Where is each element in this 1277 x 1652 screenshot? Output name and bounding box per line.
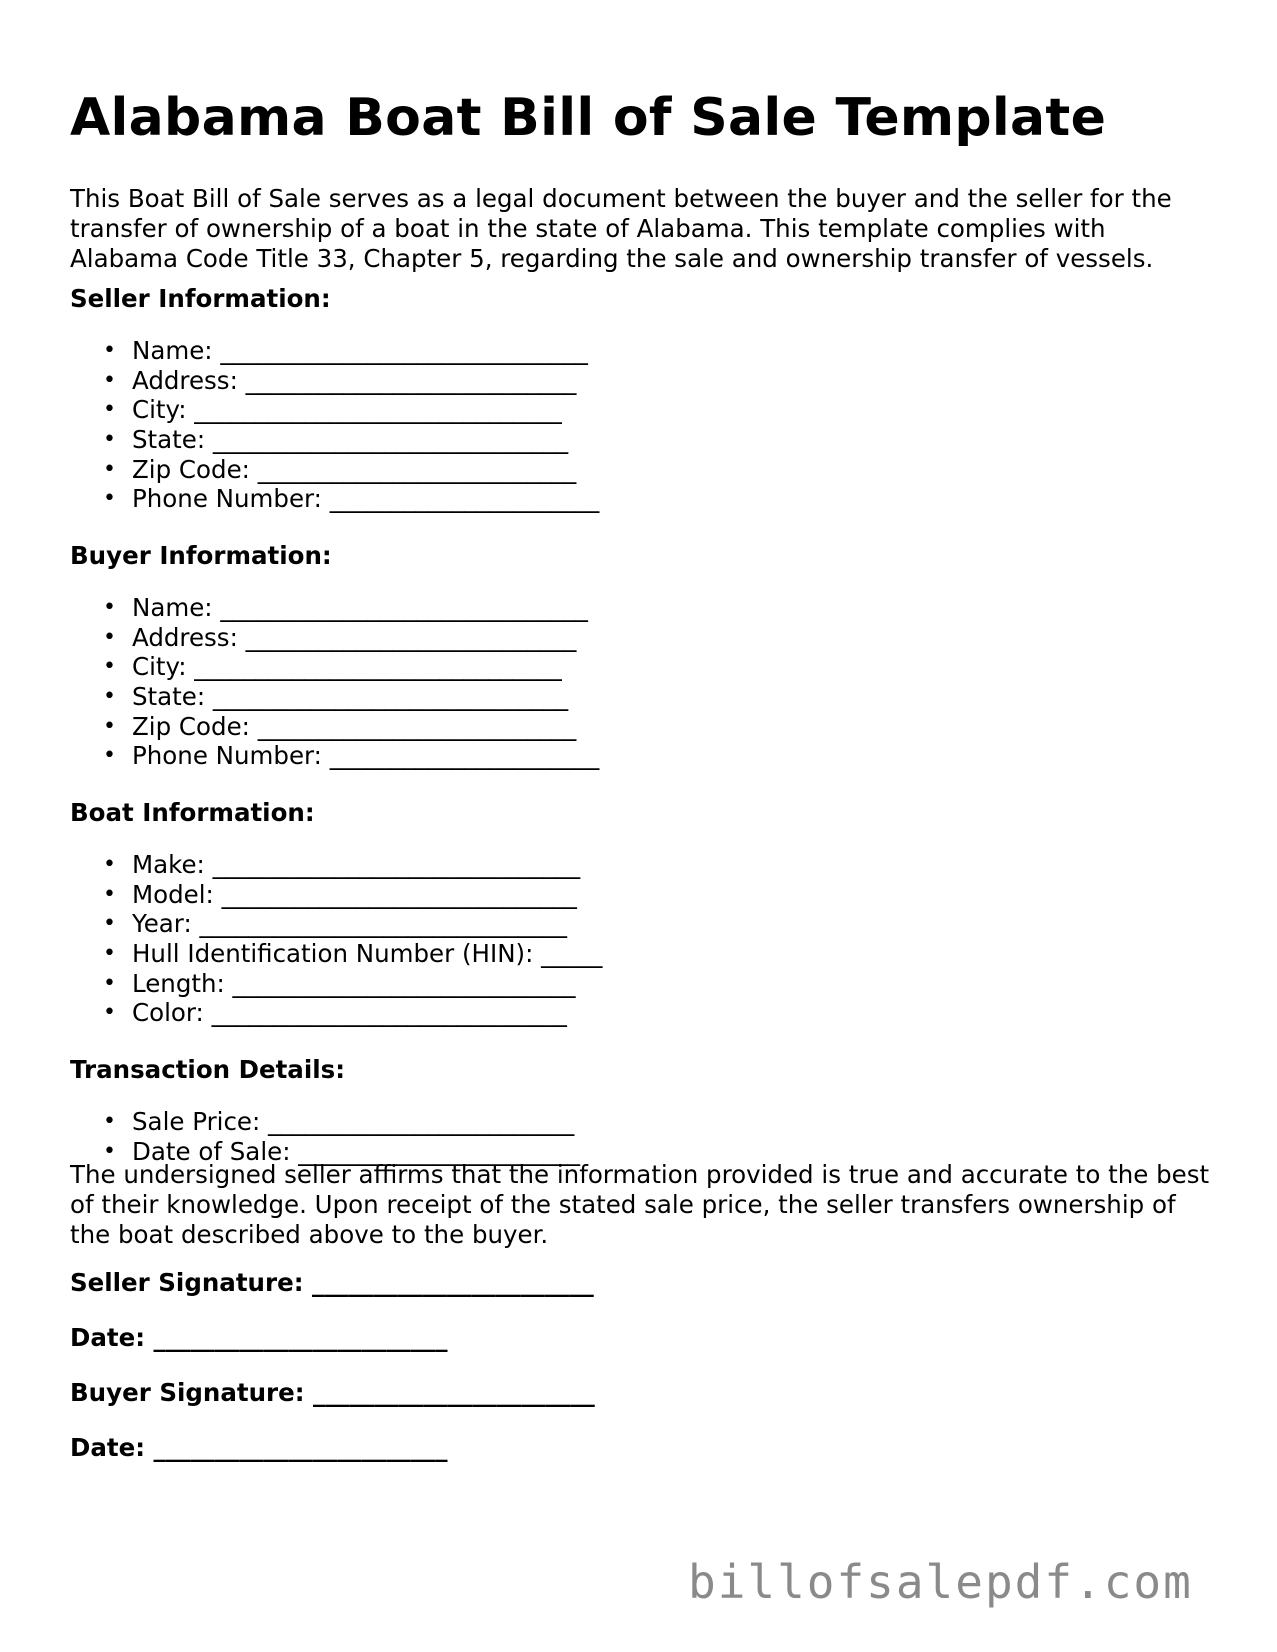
field-label: Color: _____________________________ (132, 998, 567, 1028)
bullet-icon: • (103, 624, 116, 650)
seller-address-field (70, 366, 599, 396)
bullet-icon: • (103, 595, 116, 620)
boat-section-heading: Boat Information: (70, 798, 315, 827)
bullet-icon: • (103, 1138, 116, 1164)
boat-hin-field (70, 939, 602, 969)
sale-price-field (70, 1107, 580, 1137)
intro-paragraph: This Boat Bill of Sale serves as a legal document between the buyer and the seller for the transfer of ownership of a boat in the state of Alabama. This template complies with Alabama Code Title 33, Chapter 5, regarding the sale and ownership transfer of vessels. (70, 184, 1172, 273)
buyer-phone-field (70, 741, 599, 771)
field-label: Zip Code: __________________________ (132, 454, 577, 484)
bullet-icon: • (103, 1000, 116, 1026)
seller-signature-line: Seller Signature: _______________________ (70, 1268, 594, 1297)
bullet-icon: • (103, 654, 116, 680)
boat-year-field (70, 909, 602, 939)
seller-phone-field (70, 484, 599, 514)
field-label: Phone Number: ______________________ (132, 484, 600, 514)
field-label: Sale Price: _________________________ (132, 1107, 575, 1136)
field-label: Date of Sale: _______________________ (132, 1136, 580, 1166)
bullet-icon: • (103, 941, 116, 967)
bullet-icon: • (103, 970, 116, 996)
seller-state-field (70, 425, 599, 455)
field-label: Address: ___________________________ (132, 365, 577, 395)
bullet-icon: • (103, 338, 116, 363)
page-title: Alabama Boat Bill of Sale Template (70, 88, 1107, 148)
buyer-date-line: Date: ________________________ (70, 1433, 448, 1462)
bullet-icon: • (103, 367, 116, 393)
field-label: Name: ______________________________ (132, 593, 588, 622)
affirmation-paragraph: The undersigned seller affirms that the information provided is true and accurate to the best of their knowledge. Upon receipt of the stated sale price, the seller transfers ownership of the boat described above to the buyer. (70, 1160, 1210, 1249)
bullet-icon: • (103, 397, 116, 423)
field-label: Length: ____________________________ (132, 968, 576, 998)
bullet-icon: • (103, 1109, 116, 1134)
bullet-icon: • (103, 427, 116, 453)
bullet-icon: • (103, 881, 116, 907)
field-label: State: _____________________________ (132, 425, 569, 455)
boat-color-field (70, 998, 602, 1028)
field-label: City: ______________________________ (132, 652, 562, 682)
field-label: Phone Number: ______________________ (132, 741, 600, 771)
buyer-address-field (70, 623, 599, 653)
field-label: Model: _____________________________ (132, 879, 577, 909)
bullet-icon: • (103, 911, 116, 937)
boat-fields-list (70, 850, 602, 1028)
buyer-name-field (70, 593, 599, 623)
seller-name-field (70, 336, 599, 366)
field-label: Hull Identification Number (HIN): _____ (132, 939, 603, 969)
seller-fields-list (70, 336, 599, 514)
field-label: Make: ______________________________ (132, 850, 581, 879)
field-label: City: ______________________________ (132, 395, 562, 425)
field-label: Name: ______________________________ (132, 336, 588, 365)
bullet-icon: • (103, 713, 116, 739)
bullet-icon: • (103, 743, 116, 769)
field-label: Zip Code: __________________________ (132, 711, 577, 741)
buyer-signature-line: Buyer Signature: _______________________ (70, 1378, 595, 1407)
buyer-state-field (70, 682, 599, 712)
bullet-icon: • (103, 852, 116, 877)
field-label: State: _____________________________ (132, 682, 569, 712)
seller-city-field (70, 395, 599, 425)
transaction-fields-list (70, 1107, 580, 1166)
seller-zip-field (70, 455, 599, 485)
buyer-fields-list (70, 593, 599, 771)
buyer-city-field (70, 652, 599, 682)
buyer-zip-field (70, 712, 599, 742)
boat-length-field (70, 969, 602, 999)
seller-date-line: Date: ________________________ (70, 1323, 448, 1352)
site-watermark: billofsalepdf.com (688, 1555, 1193, 1609)
bullet-icon: • (103, 456, 116, 482)
boat-make-field (70, 850, 602, 880)
seller-section-heading: Seller Information: (70, 284, 331, 313)
bullet-icon: • (103, 486, 116, 512)
transaction-section-heading: Transaction Details: (70, 1055, 346, 1084)
field-label: Year: ______________________________ (132, 909, 567, 939)
boat-model-field (70, 880, 602, 910)
field-label: Address: ___________________________ (132, 622, 577, 652)
buyer-section-heading: Buyer Information: (70, 541, 332, 570)
bullet-icon: • (103, 684, 116, 710)
